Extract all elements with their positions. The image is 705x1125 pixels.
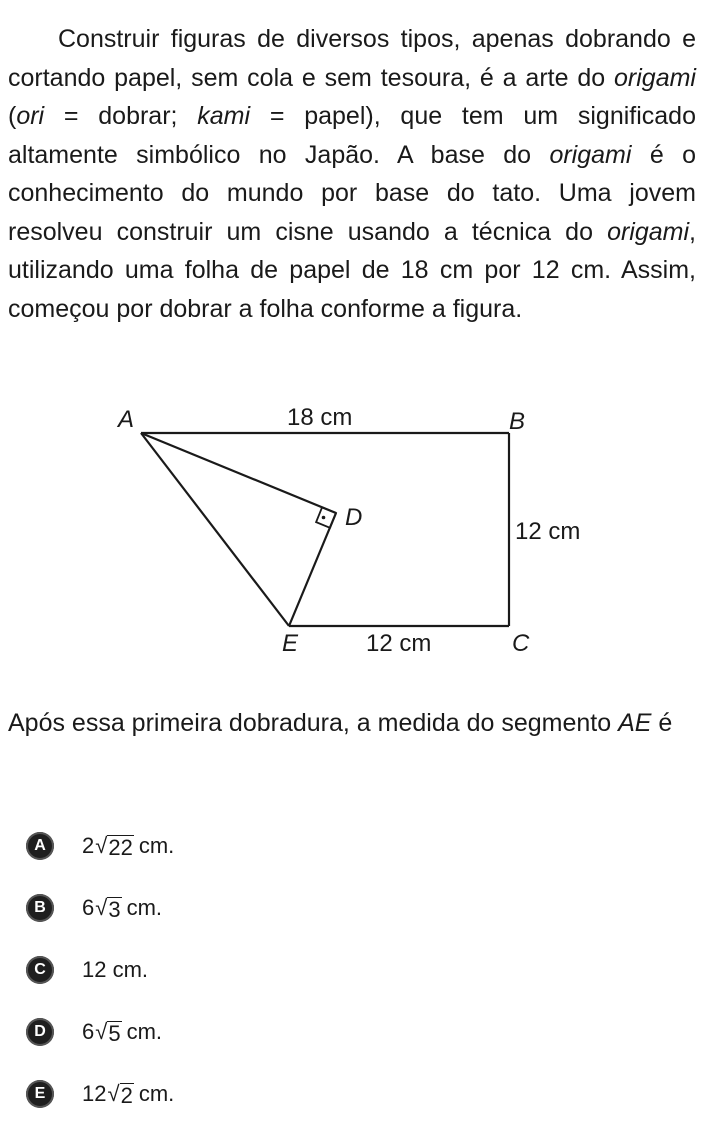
vertex-a-label: A bbox=[118, 406, 135, 433]
stem-text-5: é o conhecimento do mundo por base do tato. Uma jovem resolveu construir um cisne usando a técnica do bbox=[8, 140, 697, 246]
stem-text-4: = papel), que tem um significado altamente simbólico no Japão. A base do bbox=[8, 102, 696, 169]
option-e-coef: 12 bbox=[82, 1080, 107, 1106]
sqrt-symbol: √ 3 bbox=[95, 894, 121, 922]
stem-term-origami: origami bbox=[607, 217, 690, 246]
option-a-radicand: 22 bbox=[108, 834, 133, 860]
right-angle-dot bbox=[322, 516, 326, 520]
option-d-radicand: 5 bbox=[108, 1020, 121, 1046]
option-a-badge: A bbox=[26, 832, 54, 860]
stem-term-origami: origami bbox=[549, 140, 632, 169]
option-e-unit: cm. bbox=[138, 1080, 175, 1106]
stem-paragraph bbox=[8, 20, 696, 328]
edge-ae bbox=[141, 433, 289, 626]
option-e-radicand: 2 bbox=[120, 1082, 133, 1108]
stem-text-6: , utilizando uma folha de papel de 18 cm por 12 cm. Assim, começou por dobrar a folha conforme a figura. bbox=[8, 217, 696, 323]
origami-diagram bbox=[0, 385, 705, 675]
vertex-c-label: C bbox=[512, 630, 530, 657]
answer-options bbox=[26, 815, 686, 1125]
option-e-badge: E bbox=[26, 1080, 54, 1108]
length-ab-label: 18 cm bbox=[287, 404, 353, 431]
option-a-text bbox=[82, 833, 174, 859]
option-e-text bbox=[82, 1081, 174, 1107]
sqrt-symbol: √ 5 bbox=[95, 1018, 121, 1046]
question-end: é bbox=[651, 709, 673, 737]
option-b[interactable] bbox=[26, 877, 686, 939]
option-a-coef: 2 bbox=[82, 832, 95, 858]
vertex-b-label: B bbox=[509, 408, 526, 435]
option-d-unit: cm. bbox=[126, 1018, 163, 1044]
stem-text-2: ( bbox=[8, 102, 17, 130]
length-bc-label: 12 cm bbox=[515, 518, 581, 545]
option-e[interactable] bbox=[26, 1063, 686, 1125]
option-c-badge: C bbox=[26, 956, 54, 984]
option-b-text bbox=[82, 895, 162, 921]
vertex-d-label: D bbox=[345, 504, 363, 531]
option-b-badge: B bbox=[26, 894, 54, 922]
segment-name: AE bbox=[618, 709, 652, 737]
question-prompt bbox=[8, 703, 696, 743]
stem-text-1: Construir figuras de diversos tipos, apenas dobrando e cortando papel, sem cola e sem tesoura, é a arte do bbox=[8, 25, 696, 92]
option-a-unit: cm. bbox=[138, 832, 175, 858]
vertex-e-label: E bbox=[282, 630, 299, 657]
option-d-coef: 6 bbox=[82, 1018, 95, 1044]
sqrt-symbol: √ 22 bbox=[95, 832, 133, 860]
edge-de bbox=[289, 513, 336, 626]
option-d-text bbox=[82, 1019, 162, 1045]
sqrt-symbol: √ 2 bbox=[107, 1080, 133, 1108]
stem-term-ori: ori bbox=[16, 102, 45, 130]
option-b-radicand: 3 bbox=[108, 896, 121, 922]
option-d-badge: D bbox=[26, 1018, 54, 1046]
question-stem bbox=[8, 20, 696, 328]
length-ec-label: 12 cm bbox=[366, 630, 432, 657]
option-c[interactable] bbox=[26, 939, 686, 1001]
origami-figure bbox=[0, 385, 705, 675]
option-a[interactable] bbox=[26, 815, 686, 877]
option-d[interactable] bbox=[26, 1001, 686, 1063]
stem-text-3: = dobrar; bbox=[44, 102, 198, 130]
option-b-unit: cm. bbox=[126, 894, 163, 920]
stem-term-origami: origami bbox=[614, 63, 696, 92]
stem-term-kami: kami bbox=[197, 102, 251, 130]
edge-ad bbox=[141, 433, 336, 513]
option-c-text: 12 cm. bbox=[82, 957, 149, 982]
option-b-coef: 6 bbox=[82, 894, 95, 920]
question-text: Após essa primeira dobradura, a medida do segmento bbox=[8, 709, 619, 737]
